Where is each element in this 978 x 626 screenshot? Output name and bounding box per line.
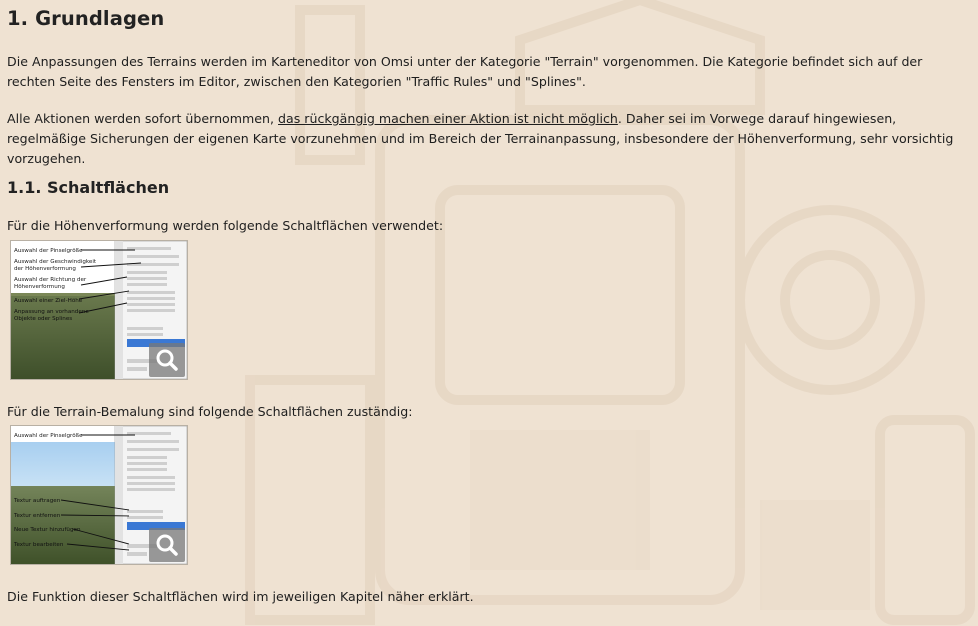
warning-paragraph bbox=[7, 109, 969, 169]
thumb1-label-2: der Höhenverformung bbox=[14, 266, 76, 272]
thumb1-label-0: Auswahl der Pinselgröße bbox=[14, 248, 83, 254]
height-deformation-paragraph: Für die Höhenverformung werden folgende Schaltflächen verwendet: bbox=[7, 218, 444, 233]
magnifier-icon bbox=[149, 528, 185, 562]
terrain-painting-screenshot[interactable] bbox=[10, 425, 188, 565]
thumb2-label-0: Auswahl der Pinselgröße bbox=[14, 433, 83, 439]
warning-underlined-text: das rückgängig machen einer Aktion ist nicht möglich bbox=[278, 111, 618, 126]
thumb2-label-3: Neue Textur hinzufügen bbox=[14, 527, 81, 533]
magnifier-icon bbox=[149, 343, 185, 377]
thumb1-label-6: Anpassung an vorhandene bbox=[14, 309, 89, 315]
warning-text-start: Alle Aktionen werden sofort übernommen, bbox=[7, 111, 279, 126]
thumb1-label-1: Auswahl der Geschwindigkeit bbox=[14, 259, 97, 265]
thumb2-label-2: Textur entfernen bbox=[14, 513, 61, 519]
thumb1-label-7: Objekte oder Splines bbox=[14, 316, 73, 322]
thumb2-label-1: Textur auftragen bbox=[14, 498, 61, 504]
intro-paragraph: Die Anpassungen des Terrains werden im Karteneditor von Omsi unter der Kategorie "Terrain" vorgenommen. Die Kategorie befindet sich auf der rechten Seite des Fensters im Editor, zwischen den Kategorien "Traffic Rules" und "Splines". bbox=[7, 54, 923, 89]
height-deformation-screenshot[interactable] bbox=[10, 240, 188, 380]
warning-text-end: . Daher sei im Vorwege darauf hingewiesen, regelmäßige Sicherungen der eigenen Karte vorzunehmen und im Bereich der Terrainanpassung, insbesondere der Höhenverformung, sehr vorsichtig vorzugehen. bbox=[7, 111, 954, 166]
zoom-button-1[interactable] bbox=[149, 343, 185, 377]
thumb2-label-4: Textur bearbeiten bbox=[14, 542, 64, 548]
page-title: 1. Grundlagen bbox=[7, 7, 165, 30]
zoom-button-2[interactable] bbox=[149, 528, 185, 562]
section-heading-buttons: 1.1. Schaltflächen bbox=[7, 178, 170, 197]
thumb1-label-3: Auswahl der Richtung der bbox=[14, 277, 87, 283]
terrain-painting-paragraph: Für die Terrain-Bemalung sind folgende Schaltflächen zuständig: bbox=[7, 404, 413, 419]
closing-paragraph: Die Funktion dieser Schaltflächen wird im jeweiligen Kapitel näher erklärt. bbox=[7, 589, 474, 604]
thumb1-label-4: Höhenverformung bbox=[14, 284, 65, 290]
thumb1-label-5: Auswahl einer Ziel-Höhe bbox=[14, 298, 83, 304]
